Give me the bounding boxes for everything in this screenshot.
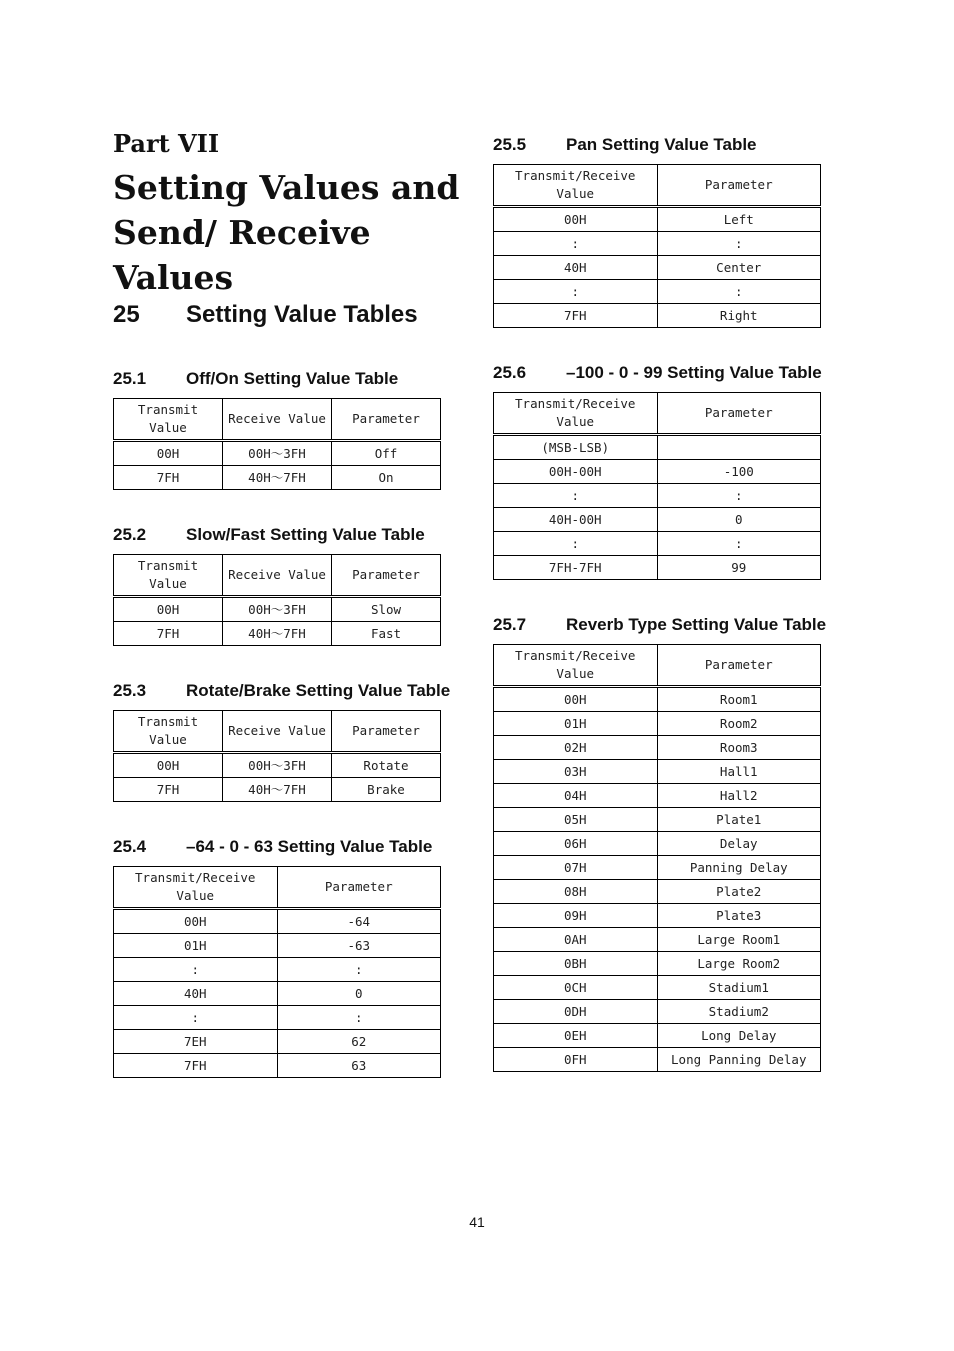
table-row: [494, 232, 821, 256]
column-header: Receive Value: [223, 399, 332, 441]
table-cell: 0CH: [494, 976, 658, 1000]
table-row: [114, 1006, 441, 1030]
table-row: [494, 460, 821, 484]
section-heading-25-5: [493, 134, 757, 156]
table-row: [494, 736, 821, 760]
column-header: Parameter: [657, 165, 821, 207]
chapter-number: 25: [113, 301, 140, 328]
table-cell: 00H〜3FH: [223, 597, 332, 622]
table-row: [494, 687, 821, 712]
table-row: [494, 532, 821, 556]
table-cell: 04H: [494, 784, 658, 808]
table-cell: 40H-00H: [494, 508, 658, 532]
section-number: 25.7: [493, 615, 527, 634]
table-cell: 01H: [114, 934, 278, 958]
table-header-row: [494, 393, 821, 435]
table-cell: 09H: [494, 904, 658, 928]
table-row: [114, 958, 441, 982]
table-cell: :: [494, 232, 658, 256]
table-cell: 07H: [494, 856, 658, 880]
table-cell: Left: [657, 207, 821, 232]
table-cell: -100: [657, 460, 821, 484]
section-heading-25-7: [493, 614, 826, 636]
table-header-row: [494, 165, 821, 207]
table-cell: [657, 435, 821, 460]
table-row: [494, 484, 821, 508]
table-cell: Stadium1: [657, 976, 821, 1000]
table-cell: Hall2: [657, 784, 821, 808]
table-cell: 0: [277, 982, 441, 1006]
section-heading-25-1: [113, 368, 398, 390]
table-cell: 00H-00H: [494, 460, 658, 484]
table-cell: 08H: [494, 880, 658, 904]
table-row: [494, 207, 821, 232]
table-cell: (MSB-LSB): [494, 435, 658, 460]
table-cell: 0FH: [494, 1048, 658, 1072]
column-header: Receive Value: [223, 711, 332, 753]
table-row: [494, 784, 821, 808]
table-row: [494, 904, 821, 928]
table-cell: 00H〜3FH: [223, 753, 332, 778]
table-cell: 05H: [494, 808, 658, 832]
table-cell: 03H: [494, 760, 658, 784]
table-cell: :: [114, 1006, 278, 1030]
table-row: [494, 928, 821, 952]
table-cell: :: [657, 532, 821, 556]
table-row: [494, 808, 821, 832]
table-cell: Hall1: [657, 760, 821, 784]
section-number: 25.2: [113, 525, 147, 544]
column-header: Transmit/Receive Value: [494, 645, 658, 687]
table-cell: Plate2: [657, 880, 821, 904]
table-cell: 63: [277, 1054, 441, 1078]
section-title: –64 - 0 - 63 Setting Value Table: [186, 837, 433, 856]
section-title: Slow/Fast Setting Value Table: [186, 525, 425, 544]
table-cell: Plate1: [657, 808, 821, 832]
table-cell: 40H: [114, 982, 278, 1006]
part-title: Setting Values and Send/ Receive Values: [113, 168, 460, 297]
table-cell: 02H: [494, 736, 658, 760]
rotate-brake-table: [113, 710, 441, 802]
column-header: Parameter: [332, 399, 441, 441]
table-row: [114, 909, 441, 934]
column-header: Transmit Value: [114, 711, 223, 753]
table-row: [114, 622, 441, 646]
column-header: Transmit/Receive Value: [114, 867, 278, 909]
table-cell: 0BH: [494, 952, 658, 976]
table-row: [494, 280, 821, 304]
table-row: [114, 441, 441, 466]
section-number: 25.6: [493, 363, 527, 382]
table-cell: Long Delay: [657, 1024, 821, 1048]
table-row: [114, 982, 441, 1006]
table-row: [494, 712, 821, 736]
table-cell: 40H〜7FH: [223, 622, 332, 646]
table-cell: 40H: [494, 256, 658, 280]
table-cell: -64: [277, 909, 441, 934]
table-cell: On: [332, 466, 441, 490]
column-header: Parameter: [332, 555, 441, 597]
table-header-row: [494, 645, 821, 687]
column-header: Parameter: [657, 393, 821, 435]
section-number: 25.1: [113, 369, 147, 388]
table-row: [114, 753, 441, 778]
table-row: [114, 778, 441, 802]
table-cell: 00H: [114, 441, 223, 466]
table-cell: 06H: [494, 832, 658, 856]
minus100-99-table: [493, 392, 821, 580]
table-row: [494, 1000, 821, 1024]
table-row: [114, 466, 441, 490]
table-cell: 00H: [114, 597, 223, 622]
section-heading-25-2: [113, 524, 425, 546]
table-cell: Panning Delay: [657, 856, 821, 880]
page-number: 41: [469, 1214, 485, 1230]
table-cell: 0DH: [494, 1000, 658, 1024]
table-header-row: [114, 555, 441, 597]
table-row: [494, 304, 821, 328]
table-cell: 0: [657, 508, 821, 532]
chapter-title: Setting Value Tables: [186, 301, 418, 328]
table-cell: 7EH: [114, 1030, 278, 1054]
table-cell: Room1: [657, 687, 821, 712]
table-cell: 7FH: [494, 304, 658, 328]
table-row: [494, 556, 821, 580]
table-row: [494, 256, 821, 280]
column-header: Receive Value: [223, 555, 332, 597]
table-header-row: [114, 711, 441, 753]
table-cell: 00H〜3FH: [223, 441, 332, 466]
slow-fast-table: [113, 554, 441, 646]
table-cell: :: [494, 532, 658, 556]
table-cell: Off: [332, 441, 441, 466]
section-title: Off/On Setting Value Table: [186, 369, 399, 388]
column-header: Parameter: [657, 645, 821, 687]
table-row: [494, 976, 821, 1000]
table-cell: :: [657, 280, 821, 304]
table-cell: 7FH: [114, 778, 223, 802]
table-cell: 00H: [494, 207, 658, 232]
column-header: Parameter: [277, 867, 441, 909]
table-cell: Large Room2: [657, 952, 821, 976]
column-header: Parameter: [332, 711, 441, 753]
table-row: [494, 760, 821, 784]
section-title: Reverb Type Setting Value Table: [566, 615, 827, 634]
section-title: –100 - 0 - 99 Setting Value Table: [566, 363, 822, 382]
table-cell: 00H: [114, 909, 278, 934]
column-header: Transmit/Receive Value: [494, 165, 658, 207]
table-cell: 7FH: [114, 622, 223, 646]
minus64-63-table: [113, 866, 441, 1078]
table-cell: 00H: [114, 753, 223, 778]
table-cell: Fast: [332, 622, 441, 646]
column-header: Transmit Value: [114, 399, 223, 441]
table-cell: 0AH: [494, 928, 658, 952]
table-cell: -63: [277, 934, 441, 958]
part-label: Part VII: [113, 129, 220, 158]
reverb-type-table: [493, 644, 821, 1072]
table-cell: :: [277, 958, 441, 982]
table-row: [494, 1024, 821, 1048]
table-row: [114, 1054, 441, 1078]
section-heading-25-4: [113, 836, 432, 858]
section-number: 25.5: [493, 135, 527, 154]
table-header-row: [114, 867, 441, 909]
table-cell: Room3: [657, 736, 821, 760]
table-row: [114, 1030, 441, 1054]
table-cell: 00H: [494, 687, 658, 712]
table-header-row: [114, 399, 441, 441]
table-cell: Stadium2: [657, 1000, 821, 1024]
table-cell: Slow: [332, 597, 441, 622]
table-cell: Brake: [332, 778, 441, 802]
table-cell: 40H〜7FH: [223, 466, 332, 490]
table-cell: 7FH-7FH: [494, 556, 658, 580]
section-title: Pan Setting Value Table: [566, 135, 757, 154]
chapter-heading: [113, 298, 418, 332]
table-cell: Large Room1: [657, 928, 821, 952]
table-cell: 01H: [494, 712, 658, 736]
table-cell: 40H〜7FH: [223, 778, 332, 802]
table-row: [494, 856, 821, 880]
table-cell: 0EH: [494, 1024, 658, 1048]
table-cell: :: [494, 280, 658, 304]
table-cell: :: [657, 232, 821, 256]
table-cell: Right: [657, 304, 821, 328]
table-row: [494, 952, 821, 976]
table-cell: :: [277, 1006, 441, 1030]
table-cell: 99: [657, 556, 821, 580]
table-cell: :: [657, 484, 821, 508]
table-row: [114, 934, 441, 958]
section-heading-25-6: [493, 362, 822, 384]
table-row: [494, 435, 821, 460]
table-row: [494, 508, 821, 532]
table-cell: Center: [657, 256, 821, 280]
table-row: [494, 880, 821, 904]
table-cell: Delay: [657, 832, 821, 856]
table-cell: :: [494, 484, 658, 508]
section-number: 25.4: [113, 837, 147, 856]
table-cell: 7FH: [114, 1054, 278, 1078]
table-cell: Long Panning Delay: [657, 1048, 821, 1072]
table-cell: 7FH: [114, 466, 223, 490]
table-cell: Rotate: [332, 753, 441, 778]
column-header: Transmit Value: [114, 555, 223, 597]
off-on-table: [113, 398, 441, 490]
table-cell: :: [114, 958, 278, 982]
table-cell: Plate3: [657, 904, 821, 928]
table-row: [494, 1048, 821, 1072]
pan-table: [493, 164, 821, 328]
section-title: Rotate/Brake Setting Value Table: [186, 681, 451, 700]
table-row: [114, 597, 441, 622]
column-header: Transmit/Receive Value: [494, 393, 658, 435]
table-row: [494, 832, 821, 856]
section-heading-25-3: [113, 680, 450, 702]
table-cell: 62: [277, 1030, 441, 1054]
table-cell: Room2: [657, 712, 821, 736]
section-number: 25.3: [113, 681, 147, 700]
